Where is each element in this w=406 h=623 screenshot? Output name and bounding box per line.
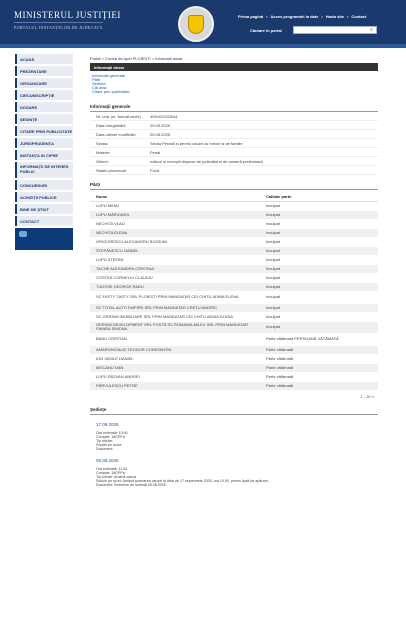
- info-label: Stadiu procesual:: [96, 167, 127, 173]
- table-row: [90, 210, 378, 219]
- party-name: GERSIM DEVELOPMENT SRL FOSTĂ SC ROMANIA MILEX SRL PRIN MANDATAR PIANEA SIMONA: [90, 321, 260, 333]
- hearing-detail: Complet: 18CPPa: [96, 470, 125, 475]
- sidebar-item-achizitii[interactable]: ACHIZIȚII PUBLICE: [15, 192, 73, 202]
- main-content: [90, 56, 378, 487]
- party-name: NECHITA VLAD: [90, 219, 260, 228]
- party-role: Inculpat: [260, 255, 378, 264]
- info-row: [90, 121, 378, 130]
- hearing-detail: Document: Încheiere de ședință 05.08.2025: [96, 482, 166, 487]
- party-name: NECHITA ELENA: [90, 228, 260, 237]
- sidebar-item-instanta-cifre[interactable]: INSTANȚA IN CIFRE: [15, 150, 73, 160]
- table-row: [90, 255, 378, 264]
- hearing-detail: Soluție pe scurt: Amână judecarea cauzei la data de 17 septembrie 2025, ora 10,00, pentru lipsă de apărare.: [96, 478, 269, 483]
- table-row: [90, 321, 378, 333]
- hearing-detail: Complet: 18CPPa: [96, 434, 125, 439]
- table-row: [90, 201, 378, 210]
- party-name: LUPU ȘTEFAN: [90, 255, 260, 264]
- table-row: [90, 354, 378, 363]
- top-navigation: Prima pagină • Acces programări la date • Harta site • Contact: [238, 14, 367, 19]
- col-header-name[interactable]: Nume: [90, 193, 260, 201]
- site-header: [0, 0, 406, 48]
- hearing-detail: Tip soluție: Amână cauza: [96, 474, 137, 479]
- sidebar-item-bine-de-stiut[interactable]: BINE DE ȘTIUT: [15, 204, 73, 214]
- search-input[interactable]: [293, 26, 377, 34]
- party-role: Inculpat: [260, 219, 378, 228]
- header-stripe: [0, 44, 406, 48]
- breadcrumb[interactable]: Portal > Curtea de Apel PLOIEȘTI > Informații dosar: [90, 56, 183, 61]
- party-name: COSTEA CORNELIU CLAUDIU: [90, 273, 260, 282]
- party-role: Inculpat: [260, 264, 378, 273]
- sidebar-item-jurisprudenta[interactable]: JURISPRUDENȚA: [15, 138, 73, 148]
- brand-title[interactable]: MINISTERUL JUSTIȚIEI: [14, 10, 121, 20]
- pagination[interactable]: 1 - 20 »: [360, 393, 374, 399]
- table-row: [90, 333, 378, 345]
- info-row: [90, 130, 378, 139]
- link-informatii-generale[interactable]: Informații generale: [92, 73, 126, 78]
- party-role: Inculpat: [260, 201, 378, 210]
- sidebar-item-contact[interactable]: CONTACT: [15, 216, 73, 226]
- link-citare[interactable]: Citare prin publicitate: [92, 89, 130, 94]
- coat-of-arms-icon: [178, 6, 214, 42]
- party-name: TUDOSE GEORGE RADU: [90, 282, 260, 291]
- party-role: Parte vătămată: [260, 372, 378, 381]
- info-label: Obiect:: [96, 158, 109, 164]
- nav-sitemap[interactable]: Harta site: [325, 14, 344, 19]
- parti-table: [90, 193, 378, 391]
- table-row: [90, 363, 378, 372]
- info-value: Penal: [150, 149, 161, 155]
- table-row: [90, 372, 378, 381]
- party-name: AMARGHIOALEI TEODOR CONSTANTIN: [90, 345, 260, 354]
- hearing-detail: Document:: [96, 446, 114, 451]
- hearing-detail: Ora estimată: 10:00: [96, 430, 128, 435]
- info-value: Fond: [150, 167, 160, 173]
- party-role: Parte vătămată: [260, 345, 378, 354]
- sidebar-item-citare[interactable]: CITARE PRIN PUBLICITATE: [15, 126, 73, 136]
- info-row: [90, 166, 378, 175]
- info-value: Secția Penală și pentru cauze cu minori și de familie: [150, 140, 243, 146]
- party-role: Parte vătămată: [260, 363, 378, 372]
- info-row: [90, 112, 378, 121]
- party-name: SC FASTY TASTY SRL PLOIEȘTI PRIN MANDATAR CEI CHITU ADINA ELENA: [90, 291, 260, 303]
- info-value: 29.05.2025: [150, 122, 171, 128]
- sidebar-item-dosare[interactable]: DOSARE: [15, 102, 73, 112]
- sidebar-item-acasa[interactable]: ACASĂ: [15, 54, 73, 64]
- brand-subtitle: PORTALUL INSTANȚELOR DE JUDECATĂ: [14, 22, 103, 30]
- table-row: [90, 345, 378, 354]
- quick-links: [90, 71, 378, 94]
- party-name: PĂRVULESCU PETRE: [90, 381, 260, 390]
- sidebar-item-organizare[interactable]: ORGANIZARE: [15, 78, 73, 88]
- table-row: [90, 291, 378, 303]
- info-row: [90, 139, 378, 148]
- party-role: Inculpat: [260, 246, 378, 255]
- general-info-heading: Informații generale: [90, 104, 378, 112]
- parti-heading: Părți: [90, 182, 378, 190]
- hearing-date[interactable]: 05.08.2025: [96, 457, 119, 463]
- party-name: GRIGORESCU ALEXANDRU BOGDAN: [90, 237, 260, 246]
- info-label: Data ultimei modificări:: [96, 131, 137, 137]
- party-role: Inculpat: [260, 228, 378, 237]
- party-role: Inculpat: [260, 210, 378, 219]
- hearing-detail: Tip soluție:: [96, 438, 114, 443]
- sidebar-item-circumscriptie[interactable]: CIRCUMSCRIPȚIE: [15, 90, 73, 100]
- party-name: MOCANU DAN: [90, 363, 260, 372]
- info-label: Data înregistrării: [96, 122, 126, 128]
- search-label: Căutare în portal: [250, 28, 282, 33]
- nav-access[interactable]: Acces programări la date: [270, 14, 319, 19]
- sedinte-heading: Ședințe: [90, 407, 378, 415]
- sidebar-banner[interactable]: [15, 228, 73, 250]
- info-row: [90, 157, 378, 166]
- banner-logo-icon: [19, 231, 27, 237]
- info-value: 05.08.2025: [150, 131, 171, 137]
- info-label: Secția:: [96, 140, 109, 146]
- hearing-item: [90, 422, 378, 451]
- link-sedinte[interactable]: Ședințe: [92, 81, 106, 86]
- table-row: [90, 237, 378, 246]
- party-name: SC TOTAL AUTO EMPIRE SRL PRIN MANDATAR CREȚU ANDREI: [90, 303, 260, 312]
- sidebar-item-concursuri[interactable]: CONCURSURI: [15, 180, 73, 190]
- table-row: [90, 246, 378, 255]
- party-role: Inculpat: [260, 321, 378, 333]
- search-icon[interactable]: ⌕: [370, 27, 373, 33]
- table-row: [90, 381, 378, 390]
- party-role: Parte vătămată PERSOANĂ VĂTĂMATĂ: [260, 333, 378, 345]
- party-name: BANU CRISTIAN: [90, 333, 260, 345]
- party-name: LUPU MĂRIOARA: [90, 210, 260, 219]
- party-name: TACHE ALEXANDRA CRISTINA: [90, 264, 260, 273]
- party-role: Inculpat: [260, 237, 378, 246]
- col-header-role[interactable]: Calitate parte: [260, 193, 378, 201]
- party-role: Inculpat: [260, 303, 378, 312]
- section-title: Informații dosar: [90, 63, 378, 71]
- general-info-list: [90, 112, 378, 175]
- party-name: STEFĂNESCU DANIEL: [90, 246, 260, 255]
- sidebar-item-interes-public[interactable]: INFORMAȚII DE INTERES PUBLIC: [15, 162, 73, 178]
- party-name: LUPU RĂZVAN ANDREI: [90, 372, 260, 381]
- hearing-date[interactable]: 17.09.2025: [96, 421, 119, 427]
- party-role: Inculpat: [260, 273, 378, 282]
- link-parti[interactable]: Părți: [92, 77, 101, 82]
- party-name: SC GERSIM IMOBILIARE SRL PRIN MANDATAR CEI CHITU ADINA ELENA: [90, 312, 260, 321]
- sidebar-item-prezentare[interactable]: PREZENTARE: [15, 66, 73, 76]
- hearing-detail: Ora estimată: 11:00: [96, 466, 128, 471]
- nav-home[interactable]: Prima pagină: [238, 14, 264, 19]
- party-role: Inculpat: [260, 312, 378, 321]
- party-role: Inculpat: [260, 291, 378, 303]
- info-row: [90, 148, 378, 157]
- info-label: Materie:: [96, 149, 111, 155]
- info-value: 409/42/2025/a1: [150, 113, 178, 119]
- table-row: [90, 264, 378, 273]
- sedinte-list: [90, 422, 378, 487]
- nav-contact[interactable]: Contact: [351, 14, 367, 19]
- sidebar: [15, 54, 73, 250]
- party-role: Parte vătămată: [260, 381, 378, 390]
- link-cai-atac[interactable]: Căi atac: [92, 85, 107, 90]
- party-name: ION VASILE DANIEL: [90, 354, 260, 363]
- party-name: LUPU MIHAI: [90, 201, 260, 210]
- info-value: măsuri și excepții dispuse de judecătorul de cameră preliminară: [150, 158, 263, 164]
- table-row: [90, 228, 378, 237]
- party-role: Parte vătămată: [260, 354, 378, 363]
- table-row: [90, 282, 378, 291]
- hearing-detail: Soluție pe scurt:: [96, 442, 122, 447]
- party-role: Inculpat: [260, 282, 378, 291]
- table-row: [90, 219, 378, 228]
- info-label: Nr. unic (nr. format vechi) :: [96, 113, 143, 119]
- table-row: [90, 273, 378, 282]
- hearing-item: [90, 458, 378, 487]
- table-row: [90, 303, 378, 312]
- sidebar-item-sedinte[interactable]: ȘEDINȚE: [15, 114, 73, 124]
- table-row: [90, 312, 378, 321]
